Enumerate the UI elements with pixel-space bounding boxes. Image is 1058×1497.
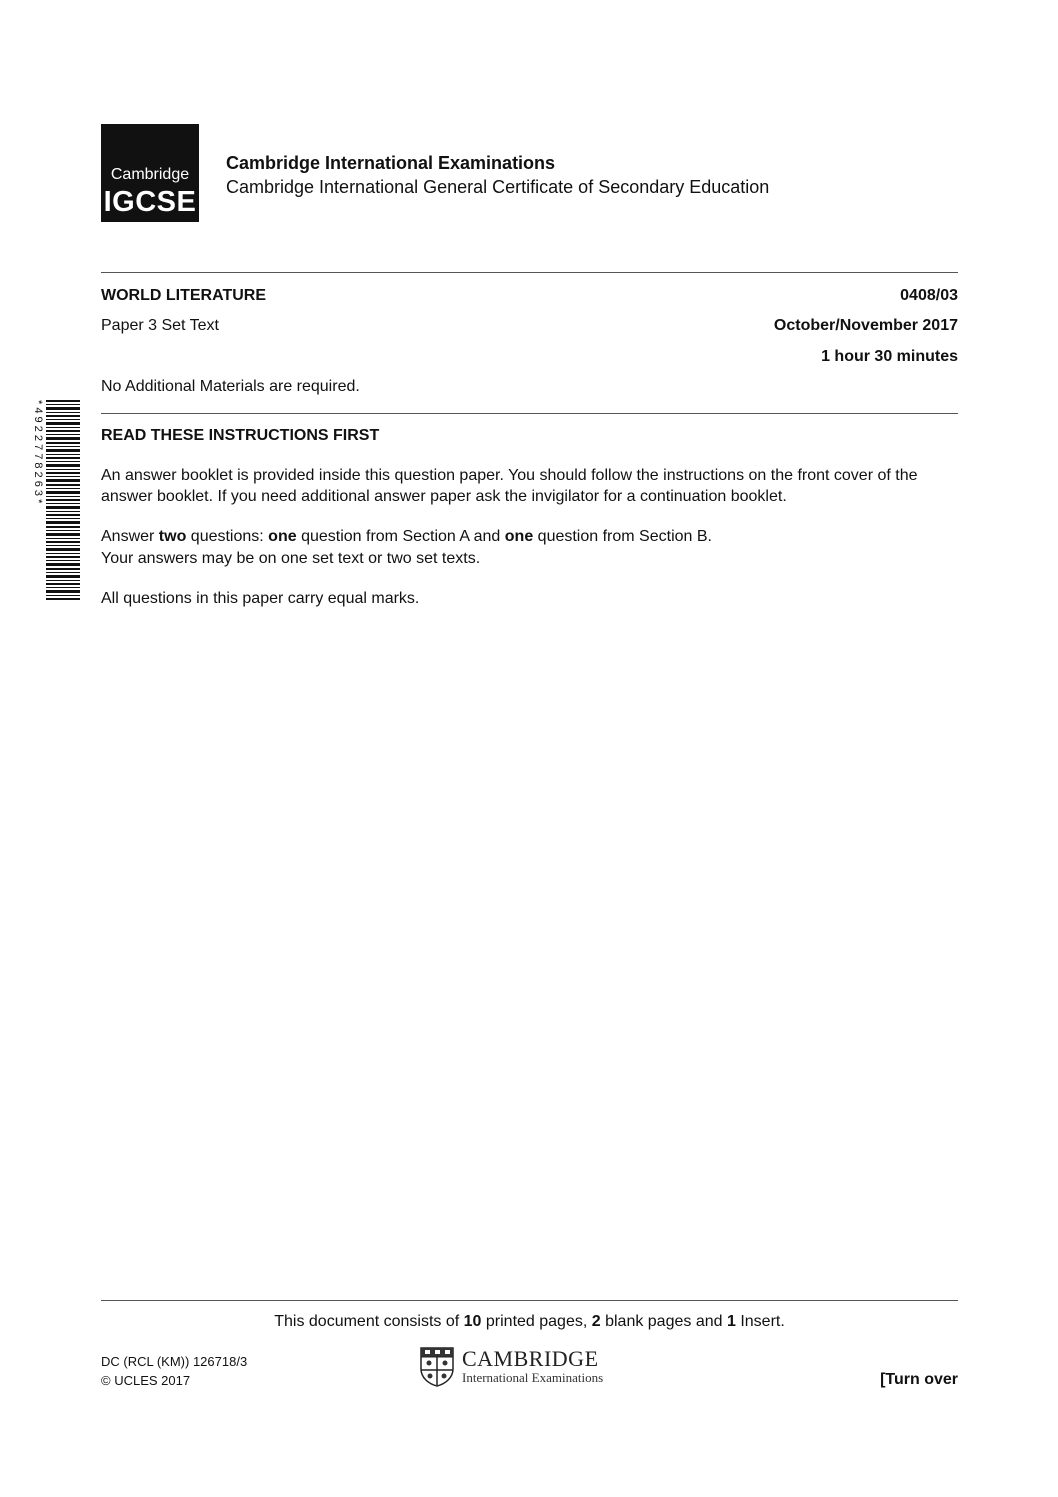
exam-board-name: Cambridge International Examinations xyxy=(226,153,556,173)
footer-rule xyxy=(101,1300,958,1301)
university-crest-icon xyxy=(420,1347,454,1387)
instructions-paragraph-3: Your answers may be on one set text or two set texts. xyxy=(101,550,481,567)
subject-title: WORLD LITERATURE xyxy=(101,287,267,304)
instructions-paragraph-1: An answer booklet is provided inside this question paper. You should follow the instructions on the front cover of the answer booklet. If you need additional answer paper ask the invigilator for a continuation booklet. xyxy=(101,467,918,505)
cambridge-igcse-logo xyxy=(101,124,199,222)
exam-duration: 1 hour 30 minutes xyxy=(821,348,958,365)
materials-note: No Additional Materials are required. xyxy=(101,378,360,395)
page-count-note: This document consists of 10 printed pages, 2 blank pages and 1 Insert. xyxy=(274,1313,785,1330)
barcode-number: * 4 9 2 2 7 7 8 2 6 3 * xyxy=(32,400,44,504)
publisher-name: CAMBRIDGE xyxy=(462,1346,599,1371)
paper-name: Paper 3 Set Text xyxy=(101,317,219,334)
logo-line1: Cambridge xyxy=(110,166,190,183)
turn-over-label: [Turn over xyxy=(880,1371,958,1388)
logo-line2: IGCSE xyxy=(103,186,197,218)
header-rule-bottom xyxy=(101,413,958,414)
instructions-heading: READ THESE INSTRUCTIONS FIRST xyxy=(101,427,380,444)
instructions-paragraph-2: Answer two questions: one question from Section A and one question from Section B. xyxy=(101,528,712,545)
publisher-subtitle: International Examinations xyxy=(462,1370,604,1385)
document-reference: DC (RCL (KM)) 126718/3 xyxy=(101,1354,248,1369)
instructions-paragraph-4: All questions in this paper carry equal marks. xyxy=(101,590,420,607)
cambridge-publisher-logo xyxy=(420,1346,630,1388)
syllabus-code: 0408/03 xyxy=(900,287,958,304)
exam-session: October/November 2017 xyxy=(773,317,958,334)
copyright-notice: © UCLES 2017 xyxy=(101,1373,191,1388)
qualification-name: Cambridge International General Certificate of Secondary Education xyxy=(226,177,770,197)
candidate-barcode xyxy=(32,398,86,602)
header-rule-top xyxy=(101,272,958,273)
